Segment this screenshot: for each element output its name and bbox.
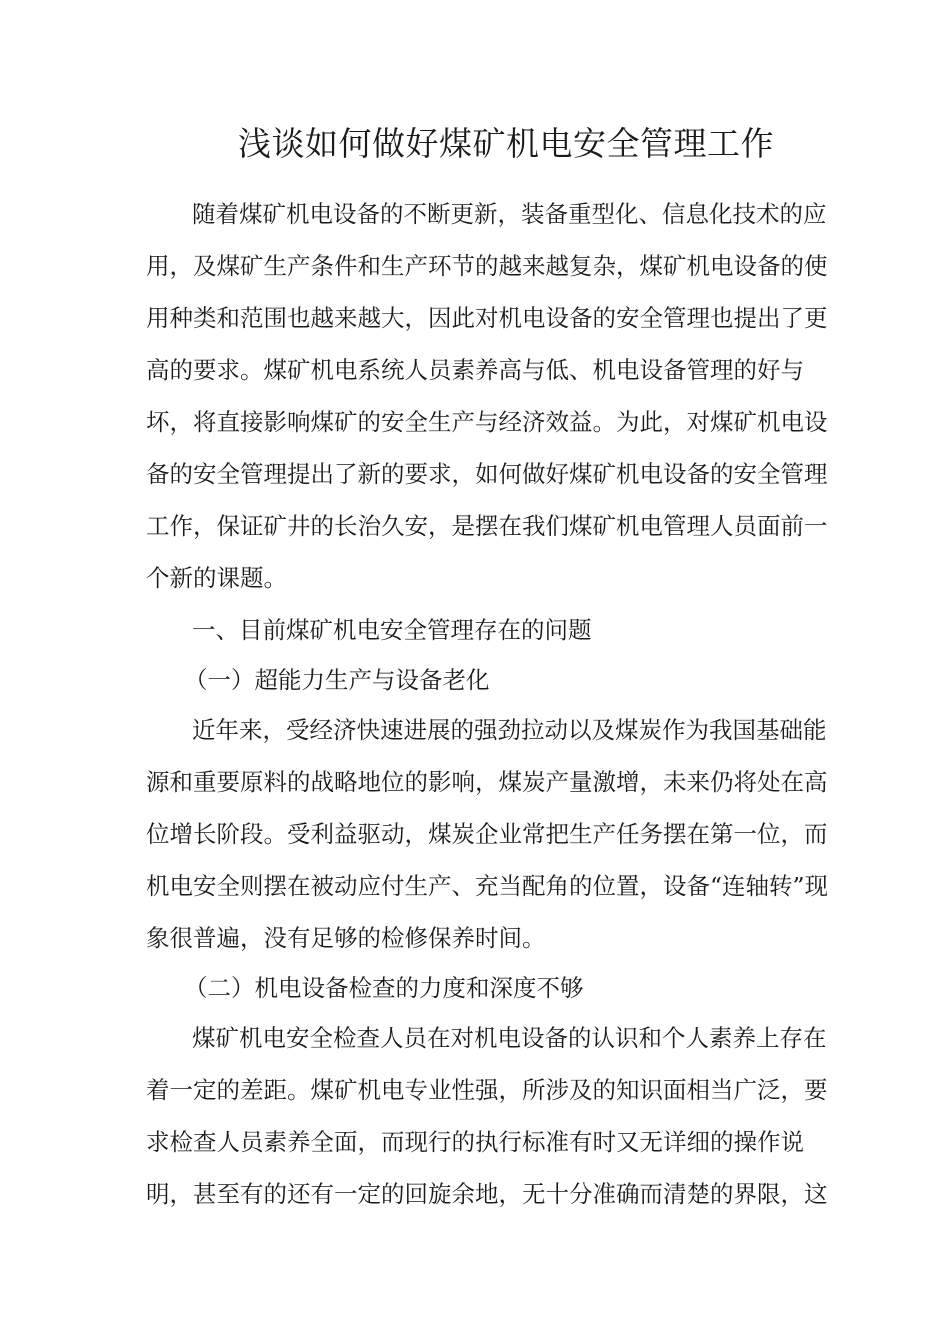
paragraph-line: 机电安全则摆在被动应付生产、充当配角的位置，设备“连轴转”现	[146, 872, 829, 900]
intro-line: 备的安全管理提出了新的要求，如何做好煤矿机电设备的安全管理	[146, 460, 828, 488]
paragraph-line: 煤矿机电安全检查人员在对机电设备的认识和个人素养上存在	[192, 1024, 827, 1052]
intro-line: 用，及煤矿生产条件和生产环节的越来越复杂，煤矿机电设备的使	[146, 252, 828, 280]
paragraph-line: 近年来，受经济快速进展的强劲拉动以及煤炭作为我国基础能	[192, 716, 827, 744]
paragraph-line: 求检查人员素养全面，而现行的执行标准有时又无详细的操作说	[146, 1128, 804, 1156]
intro-line: 个新的课题。	[146, 564, 287, 592]
paragraph-line: 着一定的差距。煤矿机电专业性强，所涉及的知识面相当广泛，要	[146, 1076, 828, 1104]
subsection-heading: （二）机电设备检查的力度和深度不够	[184, 974, 584, 1002]
intro-line: 用种类和范围也越来越大，因此对机电设备的安全管理也提出了更	[146, 304, 828, 332]
paragraph-line: 象很普遍，没有足够的检修保养时间。	[146, 924, 546, 952]
intro-line: 随着煤矿机电设备的不断更新，装备重型化、信息化技术的应	[192, 200, 827, 228]
subsection-heading: （一）超能力生产与设备老化	[184, 666, 490, 694]
intro-line: 工作，保证矿井的长治久安，是摆在我们煤矿机电管理人员面前一	[146, 512, 828, 540]
paragraph-line: 源和重要原料的战略地位的影响，煤炭产量激增，未来仍将处在高	[146, 768, 828, 796]
paragraph-line: 明，甚至有的还有一定的回旋余地，无十分准确而清楚的界限，这	[146, 1180, 828, 1208]
intro-line: 高的要求。煤矿机电系统人员素养高与低、机电设备管理的好与	[146, 356, 804, 384]
section-heading: 一、目前煤矿机电安全管理存在的问题	[192, 616, 592, 644]
paragraph-line: 位增长阶段。受利益驱动，煤炭企业常把生产任务摆在第一位，而	[146, 820, 828, 848]
document-title: 浅谈如何做好煤矿机电安全管理工作	[238, 124, 774, 163]
intro-line: 坏，将直接影响煤矿的安全生产与经济效益。为此，对煤矿机电设	[146, 408, 828, 436]
